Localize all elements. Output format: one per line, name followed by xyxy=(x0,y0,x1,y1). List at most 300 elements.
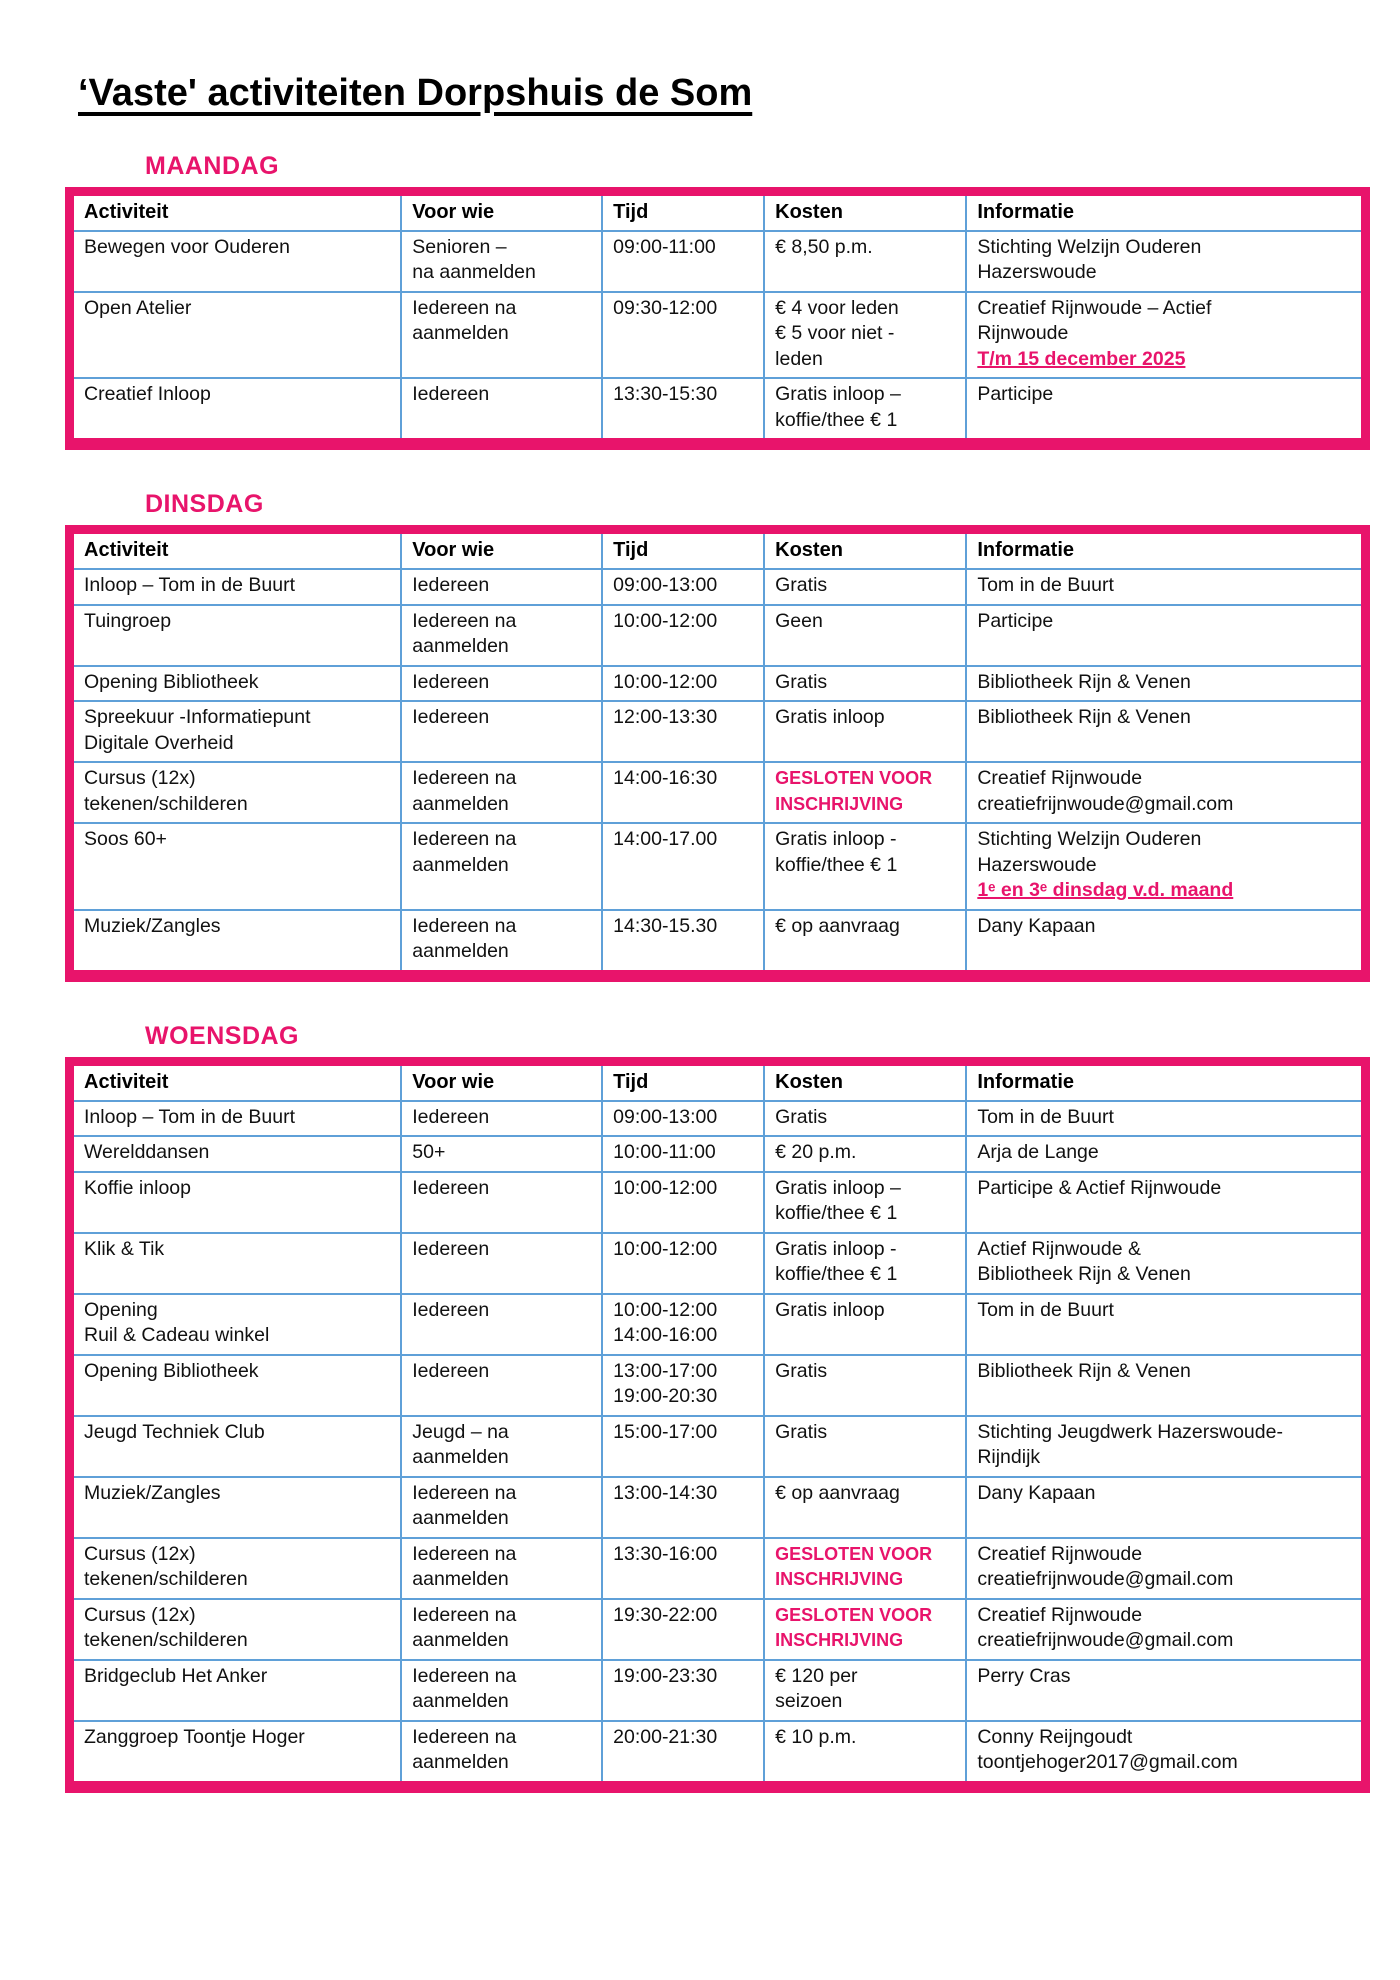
table-cell xyxy=(966,1136,1365,1172)
table-cell xyxy=(401,1416,602,1477)
table-cell xyxy=(966,1172,1365,1233)
table-cell xyxy=(966,1721,1365,1787)
table-cell xyxy=(966,1477,1365,1538)
table-cell xyxy=(602,1660,764,1721)
day-heading: WOENSDAG xyxy=(145,1021,299,1050)
table-cell xyxy=(602,1294,764,1355)
table-cell xyxy=(764,1416,966,1477)
cell-line: 10:00-12:00 xyxy=(613,1176,718,1199)
schedule-sections xyxy=(65,152,1370,1793)
table-cell xyxy=(602,1136,764,1172)
table-row xyxy=(70,1721,1366,1787)
cell-line: € op aanvraag xyxy=(775,914,900,937)
table-cell xyxy=(602,1538,764,1599)
cell-line: Creatief Rijnwoude – Actief xyxy=(977,296,1212,319)
cell-line: 20:00-21:30 xyxy=(613,1725,718,1748)
cell-line: Ruil & Cadeau winkel xyxy=(84,1324,270,1347)
table-cell xyxy=(966,1233,1365,1294)
column-header: Activiteit xyxy=(70,530,402,570)
cell-line: Bibliotheek Rijn & Venen xyxy=(977,706,1191,729)
cell-line: na aanmelden xyxy=(412,261,536,284)
cell-line: Actief Rijnwoude & xyxy=(977,1237,1141,1260)
cell-line: seizoen xyxy=(775,1690,843,1713)
cell-line: Bibliotheek Rijn & Venen xyxy=(977,1263,1191,1286)
table-cell xyxy=(764,1721,966,1787)
table-cell xyxy=(764,762,966,823)
table-cell xyxy=(966,231,1365,292)
highlight-note: 1ᵉ en 3ᵉ dinsdag v.d. maand xyxy=(977,879,1234,902)
cell-line: Gratis xyxy=(775,1105,828,1128)
table-row xyxy=(70,378,1366,444)
table-cell xyxy=(70,1172,402,1233)
cell-line: 19:00-23:30 xyxy=(613,1664,718,1687)
cell-line: Opening Bibliotheek xyxy=(84,1359,259,1382)
table-cell xyxy=(764,1355,966,1416)
cell-line: Iedereen na xyxy=(412,1725,517,1748)
cell-line: Iedereen xyxy=(412,1176,490,1199)
cell-line: 10:00-12:00 xyxy=(613,609,718,632)
cell-line: Gratis inloop - xyxy=(775,828,897,851)
table-cell xyxy=(602,1101,764,1137)
cell-line: Iedereen na xyxy=(412,767,517,790)
table-cell xyxy=(764,231,966,292)
table-body xyxy=(70,569,1366,976)
header-row xyxy=(70,530,1366,570)
table-cell xyxy=(70,701,402,762)
cell-line: leden xyxy=(775,347,823,370)
table-cell xyxy=(764,1660,966,1721)
cell-line: Opening Bibliotheek xyxy=(84,670,259,693)
table-cell xyxy=(401,823,602,910)
column-header: Informatie xyxy=(966,530,1365,570)
cell-line: 12:00-13:30 xyxy=(613,706,718,729)
cell-line: toontjehoger2017@gmail.com xyxy=(977,1751,1238,1774)
table-cell xyxy=(602,666,764,702)
table-cell xyxy=(70,378,402,444)
cell-line: Iedereen na xyxy=(412,1542,517,1565)
table-cell xyxy=(70,569,402,605)
cell-line: Koffie inloop xyxy=(84,1176,191,1199)
cell-line: Rijndijk xyxy=(977,1446,1041,1469)
cell-line: Creatief Rijnwoude xyxy=(977,1542,1143,1565)
cell-line: 10:00-12:00 xyxy=(613,1237,718,1260)
table-cell xyxy=(602,1172,764,1233)
table-cell xyxy=(602,231,764,292)
table-cell xyxy=(70,1355,402,1416)
table-cell xyxy=(602,569,764,605)
table-cell xyxy=(70,292,402,379)
table-cell xyxy=(602,1416,764,1477)
cell-line: € 20 p.m. xyxy=(775,1141,857,1164)
cell-line: 10:00-12:00 xyxy=(613,670,718,693)
cell-line: Muziek/Zangles xyxy=(84,914,221,937)
cell-line: 09:00-11:00 xyxy=(613,235,716,258)
column-header: Kosten xyxy=(764,1061,966,1101)
table-cell xyxy=(401,292,602,379)
cell-line: € op aanvraag xyxy=(775,1481,900,1504)
cell-line: Iedereen na xyxy=(412,296,517,319)
cell-line: 14:00-16:30 xyxy=(613,767,718,790)
cell-line: Senioren – xyxy=(412,235,507,258)
table-cell xyxy=(401,1538,602,1599)
table-cell xyxy=(764,1294,966,1355)
cell-line: 10:00-11:00 xyxy=(613,1141,716,1164)
cell-line: Muziek/Zangles xyxy=(84,1481,221,1504)
table-cell xyxy=(764,701,966,762)
column-header: Voor wie xyxy=(401,530,602,570)
column-header: Kosten xyxy=(764,530,966,570)
table-cell xyxy=(70,1660,402,1721)
table-cell xyxy=(401,910,602,976)
cell-line: Jeugd Techniek Club xyxy=(84,1420,265,1443)
day-heading: DINSDAG xyxy=(145,490,264,519)
cell-line: creatiefrijnwoude@gmail.com xyxy=(977,1629,1234,1652)
cell-line: Gratis inloop – xyxy=(775,383,901,406)
table-cell xyxy=(401,378,602,444)
table-cell xyxy=(602,378,764,444)
table-cell xyxy=(764,1172,966,1233)
cell-line: aanmelden xyxy=(412,635,509,658)
cell-line: Hazerswoude xyxy=(977,853,1097,876)
cell-line: € 120 per xyxy=(775,1664,858,1687)
table-cell xyxy=(764,378,966,444)
column-header: Voor wie xyxy=(401,191,602,231)
cell-line: aanmelden xyxy=(412,1507,509,1530)
table-cell xyxy=(966,1101,1365,1137)
cell-line: 50+ xyxy=(412,1141,446,1164)
cell-line: Tom in de Buurt xyxy=(977,1105,1114,1128)
cell-line: Bibliotheek Rijn & Venen xyxy=(977,670,1191,693)
table-cell xyxy=(966,1660,1365,1721)
cell-line: tekenen/schilderen xyxy=(84,1568,248,1591)
table-cell xyxy=(966,823,1365,910)
table-cell xyxy=(764,1599,966,1660)
cell-line: Stichting Welzijn Ouderen xyxy=(977,235,1202,258)
table-body xyxy=(70,1101,1366,1787)
cell-line: Cursus (12x) xyxy=(84,1603,196,1626)
page-title: ‘Vaste' activiteiten Dorpshuis de Som xyxy=(78,72,753,114)
cell-line: 14:00-17.00 xyxy=(613,828,718,851)
table-row xyxy=(70,823,1366,910)
table-cell xyxy=(401,1477,602,1538)
table-cell xyxy=(602,1477,764,1538)
table-row xyxy=(70,762,1366,823)
table-cell xyxy=(764,1136,966,1172)
cell-line: Iedereen xyxy=(412,574,490,597)
cell-line: Creatief Rijnwoude xyxy=(977,767,1143,790)
cell-line: 14:30-15.30 xyxy=(613,914,718,937)
cell-line: € 10 p.m. xyxy=(775,1725,857,1748)
table-cell xyxy=(966,292,1365,379)
activities-table xyxy=(65,1057,1370,1793)
highlight-note: T/m 15 december 2025 xyxy=(977,347,1186,370)
cell-line: Bewegen voor Ouderen xyxy=(84,235,290,258)
table-cell xyxy=(401,701,602,762)
table-cell xyxy=(401,605,602,666)
table-cell xyxy=(401,1172,602,1233)
table-cell xyxy=(764,1538,966,1599)
table-cell xyxy=(764,292,966,379)
cell-line: Iedereen xyxy=(412,1298,490,1321)
cell-line: Zanggroep Toontje Hoger xyxy=(84,1725,305,1748)
header-row xyxy=(70,191,1366,231)
table-cell xyxy=(764,1477,966,1538)
table-row xyxy=(70,1416,1366,1477)
cell-line: 09:00-13:00 xyxy=(613,1105,718,1128)
table-cell xyxy=(401,1599,602,1660)
cell-line: Gratis xyxy=(775,1359,828,1382)
cell-line: koffie/thee € 1 xyxy=(775,853,898,876)
cell-line: Iedereen xyxy=(412,706,490,729)
table-cell xyxy=(401,1660,602,1721)
closed-registration-label: GESLOTEN VOOR xyxy=(775,768,933,789)
table-row xyxy=(70,910,1366,976)
table-cell xyxy=(966,1294,1365,1355)
cell-line: koffie/thee € 1 xyxy=(775,1263,898,1286)
table-row xyxy=(70,292,1366,379)
table-cell xyxy=(602,1233,764,1294)
table-cell xyxy=(764,569,966,605)
table-cell xyxy=(401,762,602,823)
cell-line: koffie/thee € 1 xyxy=(775,408,898,431)
column-header: Voor wie xyxy=(401,1061,602,1101)
table-cell xyxy=(401,1294,602,1355)
column-header: Activiteit xyxy=(70,191,402,231)
closed-registration-label: INSCHRIJVING xyxy=(775,793,904,814)
table-row xyxy=(70,1101,1366,1137)
table-cell xyxy=(70,666,402,702)
cell-line: Iedereen na xyxy=(412,1603,517,1626)
cell-line: Gratis xyxy=(775,670,828,693)
table-cell xyxy=(764,823,966,910)
closed-registration-label: INSCHRIJVING xyxy=(775,1569,904,1590)
table-row xyxy=(70,1660,1366,1721)
cell-line: Iedereen na xyxy=(412,609,517,632)
cell-line: Klik & Tik xyxy=(84,1237,165,1260)
cell-line: aanmelden xyxy=(412,940,509,963)
cell-line: Geen xyxy=(775,609,823,632)
cell-line: aanmelden xyxy=(412,792,509,815)
table-cell xyxy=(401,1136,602,1172)
table-cell xyxy=(602,1355,764,1416)
cell-line: Soos 60+ xyxy=(84,828,167,851)
cell-line: creatiefrijnwoude@gmail.com xyxy=(977,792,1234,815)
column-header: Kosten xyxy=(764,191,966,231)
table-row xyxy=(70,1233,1366,1294)
table-cell xyxy=(70,1477,402,1538)
closed-registration-label: GESLOTEN VOOR xyxy=(775,1543,933,1564)
table-cell xyxy=(70,1233,402,1294)
cell-line: Iedereen xyxy=(412,670,490,693)
cell-line: creatiefrijnwoude@gmail.com xyxy=(977,1568,1234,1591)
column-header: Activiteit xyxy=(70,1061,402,1101)
table-cell xyxy=(966,910,1365,976)
activities-table xyxy=(65,525,1370,982)
cell-line: Arja de Lange xyxy=(977,1141,1099,1164)
cell-line: Iedereen na xyxy=(412,914,517,937)
cell-line: Participe & Actief Rijnwoude xyxy=(977,1176,1222,1199)
cell-line: aanmelden xyxy=(412,853,509,876)
cell-line: Iedereen na xyxy=(412,828,517,851)
cell-line: Open Atelier xyxy=(84,296,192,319)
table-cell xyxy=(401,1721,602,1787)
table-cell xyxy=(966,1599,1365,1660)
table-cell xyxy=(70,1416,402,1477)
cell-line: Jeugd – na xyxy=(412,1420,509,1443)
cell-line: Iedereen xyxy=(412,383,490,406)
day-section xyxy=(65,490,1370,982)
cell-line: 19:30-22:00 xyxy=(613,1603,718,1626)
cell-line: 09:00-13:00 xyxy=(613,574,718,597)
table-cell xyxy=(966,605,1365,666)
cell-line: Creatief Inloop xyxy=(84,383,211,406)
cell-line: Tuingroep xyxy=(84,609,172,632)
cell-line: € 8,50 p.m. xyxy=(775,235,873,258)
cell-line: Hazerswoude xyxy=(977,261,1097,284)
cell-line: Tom in de Buurt xyxy=(977,574,1114,597)
table-cell xyxy=(70,1101,402,1137)
cell-line: Werelddansen xyxy=(84,1141,210,1164)
cell-line: Stichting Welzijn Ouderen xyxy=(977,828,1202,851)
table-cell xyxy=(602,762,764,823)
cell-line: aanmelden xyxy=(412,1690,509,1713)
day-section xyxy=(65,152,1370,451)
table-cell xyxy=(966,378,1365,444)
column-header: Informatie xyxy=(966,191,1365,231)
cell-line: tekenen/schilderen xyxy=(84,792,248,815)
table-row xyxy=(70,1599,1366,1660)
table-cell xyxy=(602,701,764,762)
cell-line: Bibliotheek Rijn & Venen xyxy=(977,1359,1191,1382)
cell-line: 19:00-20:30 xyxy=(613,1385,718,1408)
table-cell xyxy=(602,292,764,379)
table-cell xyxy=(401,231,602,292)
cell-line: € 4 voor leden xyxy=(775,296,899,319)
cell-line: Bridgeclub Het Anker xyxy=(84,1664,268,1687)
cell-line: aanmelden xyxy=(412,1568,509,1591)
cell-line: aanmelden xyxy=(412,322,509,345)
table-cell xyxy=(966,569,1365,605)
cell-line: Digitale Overheid xyxy=(84,731,234,754)
table-cell xyxy=(966,1538,1365,1599)
cell-line: Participe xyxy=(977,383,1054,406)
table-row xyxy=(70,605,1366,666)
activities-table xyxy=(65,187,1370,451)
cell-line: tekenen/schilderen xyxy=(84,1629,248,1652)
cell-line: Gratis xyxy=(775,574,828,597)
cell-line: aanmelden xyxy=(412,1751,509,1774)
cell-line: Gratis inloop – xyxy=(775,1176,901,1199)
table-cell xyxy=(966,1355,1365,1416)
cell-line: 13:00-17:00 xyxy=(613,1359,718,1382)
cell-line: Cursus (12x) xyxy=(84,767,196,790)
table-cell xyxy=(764,605,966,666)
cell-line: 15:00-17:00 xyxy=(613,1420,718,1443)
cell-line: Participe xyxy=(977,609,1054,632)
table-row xyxy=(70,666,1366,702)
table-cell xyxy=(401,569,602,605)
cell-line: € 5 voor niet - xyxy=(775,322,895,345)
cell-line: Iedereen xyxy=(412,1105,490,1128)
table-cell xyxy=(966,1416,1365,1477)
table-cell xyxy=(764,1101,966,1137)
cell-line: Conny Reijngoudt xyxy=(977,1725,1133,1748)
table-cell xyxy=(70,1599,402,1660)
table-row xyxy=(70,1477,1366,1538)
cell-line: Dany Kapaan xyxy=(977,1481,1096,1504)
header-row xyxy=(70,1061,1366,1101)
cell-line: koffie/thee € 1 xyxy=(775,1202,898,1225)
cell-line: Iedereen xyxy=(412,1359,490,1382)
cell-line: Opening xyxy=(84,1298,158,1321)
column-header: Tijd xyxy=(602,530,764,570)
cell-line: 09:30-12:00 xyxy=(613,296,718,319)
cell-line: Tom in de Buurt xyxy=(977,1298,1114,1321)
table-cell xyxy=(70,1538,402,1599)
cell-line: Cursus (12x) xyxy=(84,1542,196,1565)
table-cell xyxy=(70,910,402,976)
cell-line: Stichting Jeugdwerk Hazerswoude- xyxy=(977,1420,1283,1443)
table-row xyxy=(70,701,1366,762)
table-cell xyxy=(70,1294,402,1355)
cell-line: Gratis inloop xyxy=(775,706,885,729)
table-cell xyxy=(602,823,764,910)
table-row xyxy=(70,1355,1366,1416)
table-cell xyxy=(401,1101,602,1137)
table-row xyxy=(70,1172,1366,1233)
table-row xyxy=(70,1538,1366,1599)
table-cell xyxy=(966,701,1365,762)
cell-line: 10:00-12:00 xyxy=(613,1298,718,1321)
cell-line: Creatief Rijnwoude xyxy=(977,1603,1143,1626)
cell-line: 13:30-15:30 xyxy=(613,383,718,406)
column-header: Informatie xyxy=(966,1061,1365,1101)
table-cell xyxy=(602,910,764,976)
closed-registration-label: GESLOTEN VOOR xyxy=(775,1604,933,1625)
cell-line: Rijnwoude xyxy=(977,322,1069,345)
cell-line: Iedereen xyxy=(412,1237,490,1260)
table-row xyxy=(70,569,1366,605)
table-cell xyxy=(401,1233,602,1294)
cell-line: 14:00-16:00 xyxy=(613,1324,718,1347)
cell-line: 13:00-14:30 xyxy=(613,1481,718,1504)
cell-line: Inloop – Tom in de Buurt xyxy=(84,574,296,597)
day-heading: MAANDAG xyxy=(145,151,280,180)
table-cell xyxy=(70,762,402,823)
table-body xyxy=(70,231,1366,445)
cell-line: Iedereen na xyxy=(412,1664,517,1687)
table-cell xyxy=(602,605,764,666)
table-cell xyxy=(602,1599,764,1660)
cell-line: Iedereen na xyxy=(412,1481,517,1504)
table-cell xyxy=(70,823,402,910)
cell-line: Gratis xyxy=(775,1420,828,1443)
table-cell xyxy=(764,910,966,976)
cell-line: Dany Kapaan xyxy=(977,914,1096,937)
table-row xyxy=(70,1294,1366,1355)
column-header: Tijd xyxy=(602,1061,764,1101)
table-cell xyxy=(764,666,966,702)
cell-line: Perry Cras xyxy=(977,1664,1071,1687)
table-row xyxy=(70,1136,1366,1172)
table-cell xyxy=(70,1136,402,1172)
cell-line: aanmelden xyxy=(412,1629,509,1652)
table-cell xyxy=(70,231,402,292)
table-cell xyxy=(401,666,602,702)
closed-registration-label: INSCHRIJVING xyxy=(775,1630,904,1651)
table-cell xyxy=(966,762,1365,823)
table-cell xyxy=(966,666,1365,702)
